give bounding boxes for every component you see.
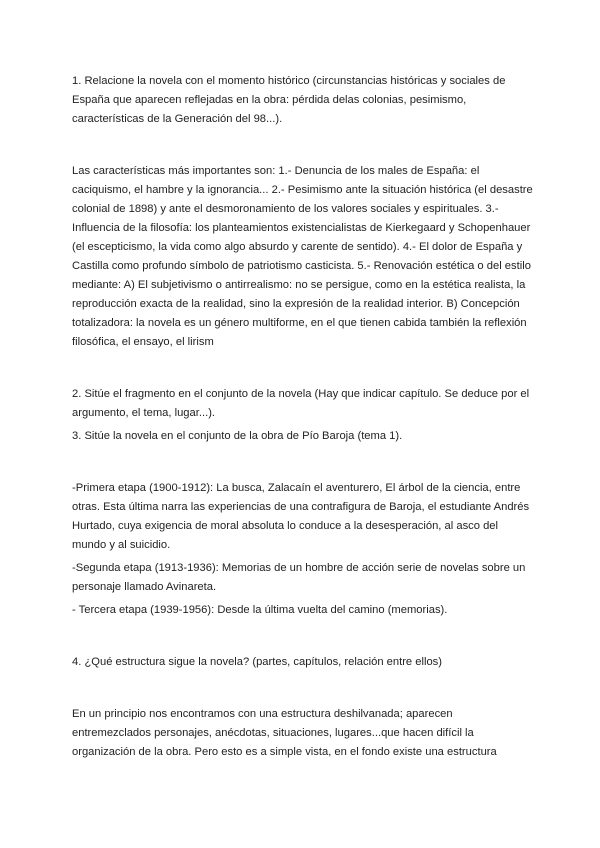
answer-3-stage-2: -Segunda etapa (1913-1936): Memorias de un hombre de acción serie de novelas sobre un personaje llamado Avinareta. [72,562,526,593]
answer-3-stage-3: - Tercera etapa (1939-1956): Desde la última vuelta del camino (memorias). [72,604,448,616]
question-2: 2. Sitúe el fragmento en el conjunto de la novela (Hay que indicar capítulo. Se deduce por el argumento, el tema, lugar...). [72,388,530,419]
question-1: 1. Relacione la novela con el momento histórico (circunstancias históricas y sociales de España que aparecen reflejadas en la obra: pérdida delas colonias, pesimismo, características de la Generación del 98...). [72,75,506,125]
document-page [72,72,534,762]
question-4: 4. ¿Qué estructura sigue la novela? (partes, capítulos, relación entre ellos) [72,656,443,668]
answer-1: Las características más importantes son: 1.- Denuncia de los males de España: el caciquismo, el hambre y la ignorancia... 2.- Pesimismo ante la situación histórica (el desastre colonial de 1898) y ante el desmoronamiento de los valores sociales y espirituales. 3.- Influencia de la filosofía: los planteamientos existencialistas de Kierkegaard y Schopenhauer (el escepticismo, la vida como algo absurdo y carente de sentido). 4.- El dolor de España y Castilla como profundo símbolo de patriotismo casticista. 5.- Renovación estética o del estilo mediante: A) El subjetivismo o antirrealismo: no se persigue, como en la estética realista, la reproducción exacta de la realidad, sino la expresión de la realidad interior. B) Concepción totalizadora: la novela es un género multiforme, en el que tienen cabida también la reflexión filosófica, el ensayo, el lirism [72,165,533,348]
answer-4: En un principio nos encontramos con una estructura deshilvanada; aparecen entremezclados personajes, anécdotas, situaciones, lugares...que hacen difícil la organización de la obra. Pero esto es a simple vista, en el fondo existe una estructura [72,708,497,758]
answer-3-stage-1: -Primera etapa (1900-1912): La busca, Zalacaín el aventurero, El árbol de la ciencia, entre otras. Esta última narra las experiencias de una contrafigura de Baroja, el estudiante Andrés Hurtado, cuya exigencia de moral absoluta lo conduce a la desesperación, al asco del mundo y al suicidio. [72,482,530,551]
question-3: 3. Sitúe la novela en el conjunto de la obra de Pío Baroja (tema 1). [72,430,403,442]
